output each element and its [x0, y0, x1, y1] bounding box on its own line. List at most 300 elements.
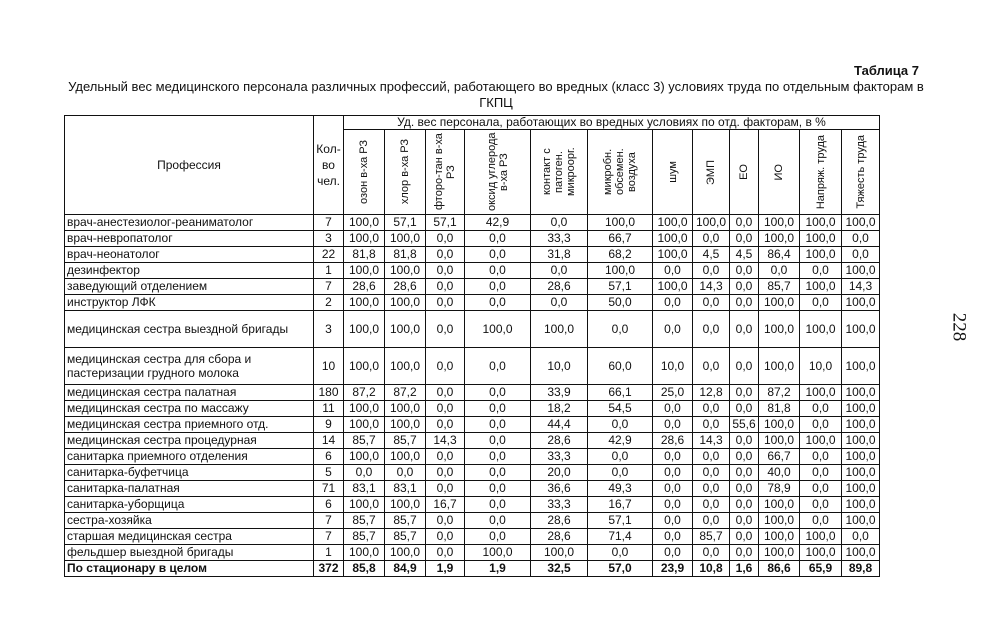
value-cell: 0,0	[588, 311, 653, 348]
value-cell: 100,0	[842, 513, 880, 529]
table-caption: Удельный вес медицинского персонала различных профессий, работающего во вредных (класс 3) условиях труда по отдельным факторам в ГКПЦ	[68, 79, 924, 110]
value-cell: 28,6	[531, 513, 588, 529]
value-cell: 100,0	[842, 348, 880, 385]
value-cell: 81,8	[344, 247, 385, 263]
value-cell: 0,0	[426, 385, 465, 401]
value-cell: 100,0	[842, 465, 880, 481]
value-cell: 0,0	[730, 263, 759, 279]
value-cell: 100,0	[344, 449, 385, 465]
value-cell: 0,0	[800, 449, 842, 465]
profession-cell: старшая медицинская сестра	[65, 529, 314, 545]
value-cell: 0,0	[842, 231, 880, 247]
value-cell: 28,6	[344, 279, 385, 295]
value-cell: 100,0	[842, 295, 880, 311]
count-cell: 9	[314, 417, 344, 433]
value-cell: 0,0	[800, 465, 842, 481]
value-cell: 0,0	[465, 263, 531, 279]
value-cell: 100,0	[842, 449, 880, 465]
value-cell: 71,4	[588, 529, 653, 545]
value-cell: 100,0	[385, 263, 426, 279]
value-cell: 100,0	[385, 311, 426, 348]
value-cell: 100,0	[344, 545, 385, 561]
header-factor-label: Напряж. труда	[814, 134, 827, 210]
value-cell: 0,0	[730, 215, 759, 231]
header-factor	[344, 130, 385, 215]
value-cell: 20,0	[531, 465, 588, 481]
header-factor	[800, 130, 842, 215]
value-cell: 14,3	[693, 279, 730, 295]
value-cell: 100,0	[759, 433, 800, 449]
value-cell: 100,0	[800, 545, 842, 561]
value-cell: 57,1	[426, 215, 465, 231]
value-cell: 83,1	[344, 481, 385, 497]
value-cell: 0,0	[465, 385, 531, 401]
value-cell: 0,0	[653, 513, 693, 529]
count-cell: 1	[314, 263, 344, 279]
value-cell: 1,9	[465, 561, 531, 577]
value-cell: 0,0	[653, 417, 693, 433]
value-cell: 50,0	[588, 295, 653, 311]
value-cell: 57,1	[588, 279, 653, 295]
table-row	[65, 545, 880, 561]
value-cell: 18,2	[531, 401, 588, 417]
value-cell: 0,0	[465, 497, 531, 513]
value-cell: 0,0	[730, 231, 759, 247]
count-cell: 7	[314, 215, 344, 231]
value-cell: 100,0	[759, 497, 800, 513]
value-cell: 42,9	[465, 215, 531, 231]
value-cell: 0,0	[344, 465, 385, 481]
value-cell: 28,6	[653, 433, 693, 449]
value-cell: 0,0	[653, 497, 693, 513]
table-row	[65, 385, 880, 401]
table-row	[65, 465, 880, 481]
table-row	[65, 348, 880, 385]
value-cell: 100,0	[800, 311, 842, 348]
value-cell: 87,2	[344, 385, 385, 401]
value-cell: 100,0	[842, 311, 880, 348]
value-cell: 100,0	[653, 215, 693, 231]
value-cell: 28,6	[531, 279, 588, 295]
value-cell: 100,0	[759, 529, 800, 545]
value-cell: 0,0	[531, 263, 588, 279]
value-cell: 0,0	[730, 433, 759, 449]
value-cell: 89,8	[842, 561, 880, 577]
profession-cell: санитарка-буфетчица	[65, 465, 314, 481]
count-cell: 372	[314, 561, 344, 577]
value-cell: 0,0	[588, 465, 653, 481]
value-cell: 0,0	[465, 449, 531, 465]
value-cell: 0,0	[693, 348, 730, 385]
value-cell: 0,0	[465, 433, 531, 449]
count-cell: 3	[314, 231, 344, 247]
value-cell: 100,0	[385, 417, 426, 433]
count-cell: 71	[314, 481, 344, 497]
profession-cell: врач-анестезиолог-реаниматолог	[65, 215, 314, 231]
value-cell: 83,1	[385, 481, 426, 497]
count-cell: 2	[314, 295, 344, 311]
value-cell: 100,0	[842, 481, 880, 497]
value-cell: 55,6	[730, 417, 759, 433]
value-cell: 0,0	[653, 465, 693, 481]
count-cell: 11	[314, 401, 344, 417]
table-row	[65, 449, 880, 465]
header-factor-label: озон в-ха РЗ	[358, 140, 370, 204]
value-cell: 4,5	[693, 247, 730, 263]
table-row	[65, 513, 880, 529]
value-cell: 100,0	[344, 263, 385, 279]
header-factor-label: оксид углерода в-ха РЗ	[485, 132, 510, 212]
value-cell: 32,5	[531, 561, 588, 577]
table-row	[65, 311, 880, 348]
header-factor	[385, 130, 426, 215]
value-cell: 0,0	[693, 513, 730, 529]
value-cell: 28,6	[531, 529, 588, 545]
value-cell: 0,0	[588, 417, 653, 433]
value-cell: 0,0	[730, 465, 759, 481]
header-factor	[465, 130, 531, 215]
value-cell: 0,0	[730, 295, 759, 311]
value-cell: 68,2	[588, 247, 653, 263]
count-cell: 10	[314, 348, 344, 385]
profession-cell: медицинская сестра процедурная	[65, 433, 314, 449]
profession-cell: сестра-хозяйка	[65, 513, 314, 529]
value-cell: 100,0	[800, 231, 842, 247]
header-factor-label: Тяжесть труда	[854, 135, 867, 209]
value-cell: 33,3	[531, 449, 588, 465]
value-cell: 0,0	[730, 513, 759, 529]
value-cell: 100,0	[759, 215, 800, 231]
profession-cell: заведующий отделением	[65, 279, 314, 295]
value-cell: 14,3	[693, 433, 730, 449]
value-cell: 100,0	[344, 295, 385, 311]
value-cell: 0,0	[730, 279, 759, 295]
value-cell: 85,8	[344, 561, 385, 577]
value-cell: 23,9	[653, 561, 693, 577]
value-cell: 100,0	[344, 497, 385, 513]
table-row	[65, 481, 880, 497]
value-cell: 0,0	[730, 401, 759, 417]
profession-cell: По стационару в целом	[65, 561, 314, 577]
profession-cell: медицинская сестра палатная	[65, 385, 314, 401]
value-cell: 100,0	[531, 311, 588, 348]
header-factor-label: хлор в-ха РЗ	[399, 139, 411, 205]
value-cell: 0,0	[465, 401, 531, 417]
profession-cell: санитарка приемного отделения	[65, 449, 314, 465]
value-cell: 100,0	[465, 311, 531, 348]
value-cell: 66,7	[588, 231, 653, 247]
value-cell: 0,0	[588, 449, 653, 465]
total-row	[65, 561, 880, 577]
value-cell: 78,9	[759, 481, 800, 497]
value-cell: 0,0	[465, 247, 531, 263]
value-cell: 0,0	[693, 231, 730, 247]
value-cell: 100,0	[344, 311, 385, 348]
value-cell: 54,5	[588, 401, 653, 417]
value-cell: 100,0	[842, 497, 880, 513]
value-cell: 0,0	[465, 481, 531, 497]
value-cell: 100,0	[385, 348, 426, 385]
header-count: Кол-во чел.	[314, 116, 344, 215]
value-cell: 0,0	[842, 529, 880, 545]
value-cell: 100,0	[759, 231, 800, 247]
profession-cell: санитарка-уборщица	[65, 497, 314, 513]
value-cell: 100,0	[759, 513, 800, 529]
value-cell: 0,0	[426, 295, 465, 311]
value-cell: 14,3	[426, 433, 465, 449]
value-cell: 12,8	[693, 385, 730, 401]
table-row	[65, 215, 880, 231]
value-cell: 60,0	[588, 348, 653, 385]
value-cell: 1,6	[730, 561, 759, 577]
page-number: 228	[948, 312, 970, 342]
value-cell: 0,0	[730, 449, 759, 465]
value-cell: 100,0	[344, 215, 385, 231]
value-cell: 100,0	[385, 401, 426, 417]
value-cell: 0,0	[465, 295, 531, 311]
value-cell: 84,9	[385, 561, 426, 577]
profession-cell: фельдшер выездной бригады	[65, 545, 314, 561]
value-cell: 28,6	[385, 279, 426, 295]
value-cell: 85,7	[385, 513, 426, 529]
profession-cell: медицинская сестра для сбора и пастеризации грудного молока	[65, 348, 314, 385]
value-cell: 0,0	[693, 311, 730, 348]
header-factor-label: шум	[666, 161, 679, 183]
value-cell: 100,0	[344, 231, 385, 247]
value-cell: 87,2	[759, 385, 800, 401]
header-factor	[653, 130, 693, 215]
value-cell: 33,3	[531, 231, 588, 247]
value-cell: 100,0	[842, 263, 880, 279]
value-cell: 100,0	[344, 348, 385, 385]
value-cell: 0,0	[465, 529, 531, 545]
value-cell: 100,0	[344, 417, 385, 433]
value-cell: 100,0	[759, 348, 800, 385]
value-cell: 0,0	[653, 263, 693, 279]
data-table	[64, 115, 880, 577]
value-cell: 100,0	[385, 497, 426, 513]
profession-cell: санитарка-палатная	[65, 481, 314, 497]
value-cell: 65,9	[800, 561, 842, 577]
value-cell: 0,0	[800, 497, 842, 513]
value-cell: 0,0	[730, 529, 759, 545]
table-row	[65, 295, 880, 311]
value-cell: 0,0	[800, 295, 842, 311]
value-cell: 0,0	[842, 247, 880, 263]
value-cell: 100,0	[385, 545, 426, 561]
profession-cell: врач-невропатолог	[65, 231, 314, 247]
value-cell: 0,0	[730, 545, 759, 561]
value-cell: 100,0	[588, 263, 653, 279]
header-factor	[730, 130, 759, 215]
value-cell: 100,0	[759, 417, 800, 433]
header-factor-label: фторо-тан в-ха РЗ	[433, 133, 457, 211]
value-cell: 0,0	[426, 231, 465, 247]
count-cell: 6	[314, 497, 344, 513]
value-cell: 49,3	[588, 481, 653, 497]
profession-cell: врач-неонатолог	[65, 247, 314, 263]
value-cell: 0,0	[693, 401, 730, 417]
value-cell: 100,0	[465, 545, 531, 561]
count-cell: 7	[314, 279, 344, 295]
value-cell: 57,1	[385, 215, 426, 231]
value-cell: 0,0	[693, 263, 730, 279]
value-cell: 0,0	[531, 295, 588, 311]
table-row	[65, 433, 880, 449]
value-cell: 10,8	[693, 561, 730, 577]
value-cell: 40,0	[759, 465, 800, 481]
value-cell: 0,0	[426, 481, 465, 497]
value-cell: 42,9	[588, 433, 653, 449]
value-cell: 0,0	[465, 231, 531, 247]
profession-cell: инструктор ЛФК	[65, 295, 314, 311]
profession-cell: медицинская сестра приемного отд.	[65, 417, 314, 433]
value-cell: 57,0	[588, 561, 653, 577]
value-cell: 0,0	[385, 465, 426, 481]
value-cell: 0,0	[426, 263, 465, 279]
value-cell: 0,0	[426, 417, 465, 433]
header-factor	[842, 130, 880, 215]
table-row	[65, 279, 880, 295]
value-cell: 33,3	[531, 497, 588, 513]
value-cell: 100,0	[842, 215, 880, 231]
header-factor	[588, 130, 653, 215]
value-cell: 100,0	[385, 231, 426, 247]
table-row	[65, 417, 880, 433]
header-factor-label: ИО	[773, 163, 785, 181]
value-cell: 0,0	[653, 481, 693, 497]
value-cell: 10,0	[531, 348, 588, 385]
count-cell: 1	[314, 545, 344, 561]
value-cell: 0,0	[653, 401, 693, 417]
value-cell: 0,0	[653, 311, 693, 348]
table-row	[65, 247, 880, 263]
value-cell: 28,6	[531, 433, 588, 449]
value-cell: 0,0	[426, 545, 465, 561]
value-cell: 100,0	[842, 417, 880, 433]
value-cell: 85,7	[344, 513, 385, 529]
value-cell: 0,0	[693, 295, 730, 311]
value-cell: 0,0	[730, 481, 759, 497]
value-cell: 0,0	[800, 513, 842, 529]
value-cell: 57,1	[588, 513, 653, 529]
header-factor-group: Уд. вес персонала, работающих во вредных условиях по отд. факторам, в %	[344, 116, 880, 130]
value-cell: 14,3	[842, 279, 880, 295]
count-cell: 5	[314, 465, 344, 481]
value-cell: 100,0	[693, 215, 730, 231]
table-body	[65, 215, 880, 577]
value-cell: 0,0	[653, 529, 693, 545]
value-cell: 10,0	[653, 348, 693, 385]
header-factor-label: ЭМП	[705, 159, 717, 185]
value-cell: 0,0	[426, 348, 465, 385]
count-cell: 180	[314, 385, 344, 401]
header-factor	[531, 130, 588, 215]
value-cell: 4,5	[730, 247, 759, 263]
count-cell: 7	[314, 529, 344, 545]
value-cell: 100,0	[842, 433, 880, 449]
table-row	[65, 497, 880, 513]
header-factor	[759, 130, 800, 215]
value-cell: 0,0	[653, 545, 693, 561]
value-cell: 81,8	[759, 401, 800, 417]
value-cell: 36,6	[531, 481, 588, 497]
value-cell: 0,0	[426, 279, 465, 295]
value-cell: 100,0	[653, 247, 693, 263]
value-cell: 0,0	[730, 385, 759, 401]
value-cell: 16,7	[426, 497, 465, 513]
value-cell: 0,0	[426, 529, 465, 545]
count-cell: 6	[314, 449, 344, 465]
header-factor-label: ЕО	[738, 164, 750, 180]
header-profession: Профессия	[65, 116, 314, 215]
value-cell: 0,0	[693, 545, 730, 561]
value-cell: 100,0	[800, 215, 842, 231]
value-cell: 1,9	[426, 561, 465, 577]
value-cell: 100,0	[759, 295, 800, 311]
value-cell: 0,0	[800, 417, 842, 433]
value-cell: 100,0	[531, 545, 588, 561]
value-cell: 100,0	[800, 529, 842, 545]
value-cell: 0,0	[653, 449, 693, 465]
value-cell: 100,0	[385, 449, 426, 465]
value-cell: 85,7	[344, 529, 385, 545]
value-cell: 0,0	[653, 295, 693, 311]
value-cell: 0,0	[465, 417, 531, 433]
value-cell: 0,0	[693, 497, 730, 513]
value-cell: 100,0	[800, 385, 842, 401]
table-row	[65, 263, 880, 279]
value-cell: 0,0	[465, 348, 531, 385]
value-cell: 0,0	[800, 263, 842, 279]
value-cell: 85,7	[385, 433, 426, 449]
value-cell: 100,0	[800, 279, 842, 295]
value-cell: 100,0	[385, 295, 426, 311]
profession-cell: медицинская сестра выездной бригады	[65, 311, 314, 348]
value-cell: 0,0	[800, 481, 842, 497]
count-cell: 3	[314, 311, 344, 348]
profession-cell: медицинская сестра по массажу	[65, 401, 314, 417]
value-cell: 81,8	[385, 247, 426, 263]
count-cell: 7	[314, 513, 344, 529]
value-cell: 86,4	[759, 247, 800, 263]
value-cell: 66,1	[588, 385, 653, 401]
value-cell: 66,7	[759, 449, 800, 465]
table-label: Таблица 7	[853, 63, 919, 78]
value-cell: 0,0	[531, 215, 588, 231]
value-cell: 87,2	[385, 385, 426, 401]
value-cell: 100,0	[842, 385, 880, 401]
value-cell: 33,9	[531, 385, 588, 401]
header-factor	[426, 130, 465, 215]
value-cell: 0,0	[759, 263, 800, 279]
value-cell: 85,7	[385, 529, 426, 545]
value-cell: 25,0	[653, 385, 693, 401]
value-cell: 100,0	[800, 247, 842, 263]
value-cell: 0,0	[730, 497, 759, 513]
value-cell: 31,8	[531, 247, 588, 263]
value-cell: 0,0	[426, 449, 465, 465]
value-cell: 86,6	[759, 561, 800, 577]
value-cell: 0,0	[426, 513, 465, 529]
value-cell: 16,7	[588, 497, 653, 513]
value-cell: 100,0	[653, 231, 693, 247]
table-row	[65, 529, 880, 545]
value-cell: 0,0	[693, 417, 730, 433]
value-cell: 100,0	[842, 545, 880, 561]
value-cell: 0,0	[693, 449, 730, 465]
value-cell: 0,0	[693, 481, 730, 497]
